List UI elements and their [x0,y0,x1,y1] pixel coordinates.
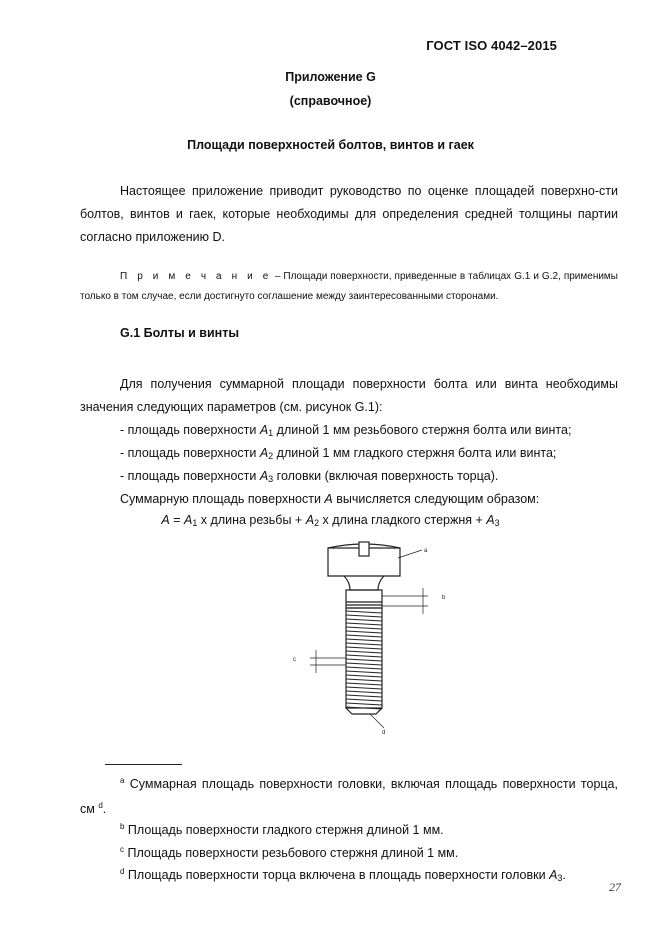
figure-label-d: d [382,730,386,736]
thread-line [346,619,382,621]
thread-line [346,639,382,641]
list-item: - площадь поверхности $A_2$ длиной 1 мм гладкого стержня болта или винта; [120,446,557,461]
thread-line [346,631,382,633]
thread-line [346,683,382,685]
footnote: $^c$ Площадь поверхности резьбового стержня длиной 1 мм. [120,845,459,860]
thread-line [346,635,382,637]
appendix-subtitle: (справочное) [289,94,372,108]
thread-line [346,655,382,657]
note-text: – Площади поверхности, приведенные в таблицах G.1 и G.2, применимы только в том случае, если достигнуто соглашение между заинтересованными сторонами. [80,271,618,302]
thread-line [346,671,382,673]
body-paragraph-2: Суммарную площадь поверхности A вычисляется следующим образом: [120,492,540,506]
thread-line [346,675,382,677]
footnote: $^a$ Суммарная площадь поверхности головки, включая площадь поверхности торца, см $^d$. [80,776,618,816]
intro-paragraph: Настоящее приложение приводит руководство по оценке площадей поверхно-сти болтов, винтов и гаек, которые необходимы для определения средней толщины партии согласно приложению D. [80,184,618,244]
page-number: 27 [609,880,621,894]
body-paragraph-1: Для получения суммарной площади поверхности болта или винта необходимы значения следующих параметров (см. рисунок G.1): [80,377,618,414]
figure-label-a: a [424,548,428,554]
list-item: - площадь поверхности $A_1$ длиной 1 мм резьбового стержня болта или винта; [120,423,572,438]
list-item: - площадь поверхности $A_3$ головки (включая поверхность торца). [120,469,499,484]
note [80,267,618,307]
figure-label-c: c [293,657,296,663]
thread-line [346,647,382,649]
thread-line [346,695,382,697]
bolt-figure [280,540,450,740]
document-id: ГОСТ ISO 4042–2015 [426,38,557,53]
thread-line [346,615,382,617]
thread-line [346,663,382,665]
thread-line [346,667,382,669]
thread-line [346,703,382,705]
area-formula: $A = A_1$ х длина резьбы + $A_2$ х длина гладкого стержня + $A_3$ [161,513,500,528]
footnote-rule [105,764,182,765]
thread-line [346,643,382,645]
thread-line [346,687,382,689]
head-slot [359,542,369,556]
appendix-title: Приложение G [285,70,376,84]
thread-line [346,679,382,681]
thread-line [346,627,382,629]
thread-line [346,691,382,693]
figure-label-b: b [442,595,446,601]
thread-line [346,611,382,613]
footnote: $^b$ Площадь поверхности гладкого стержня длиной 1 мм. [120,822,444,837]
thread-line [346,659,382,661]
footnote: $^d$ Площадь поверхности торца включена в площадь поверхности головки $A_3$. [120,867,566,883]
thread-line [346,651,382,653]
thread-line [346,699,382,701]
appendix-heading: Площади поверхностей болтов, винтов и гаек [187,138,474,152]
section-title: G.1 Болты и винты [120,326,240,340]
thread-line [346,623,382,625]
note-label: П р и м е ч а н и е [120,271,272,282]
